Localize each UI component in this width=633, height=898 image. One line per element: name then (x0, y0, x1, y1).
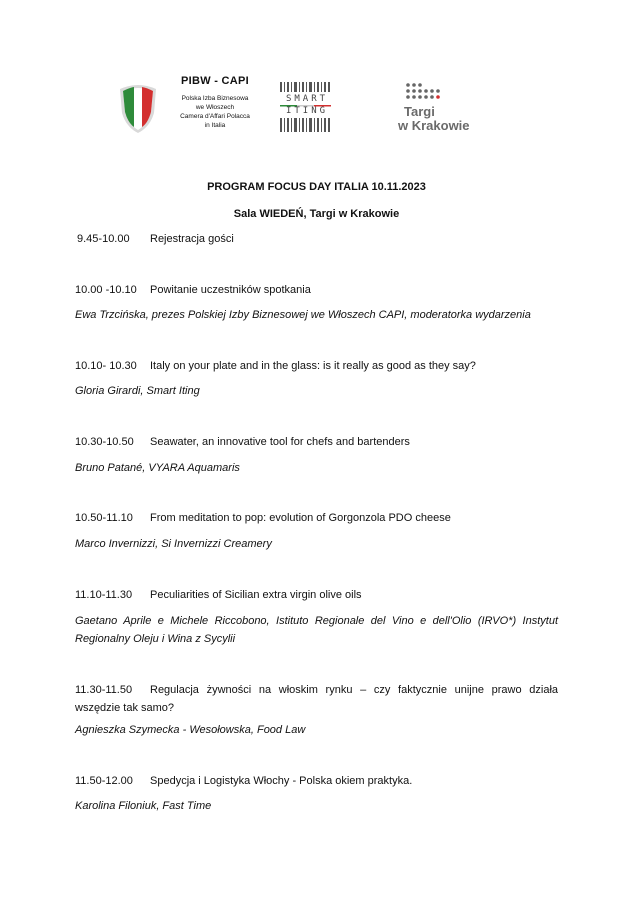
targi-w-krakowie-logo (396, 80, 476, 134)
item-topic: From meditation to pop: evolution of Gorgonzola PDO cheese (150, 512, 451, 524)
item-topic: Rejestracja gości (150, 233, 234, 245)
item-time: 10.10- 10.30 (75, 360, 137, 372)
pibw-capi-logo (117, 75, 267, 155)
program-title: PROGRAM FOCUS DAY ITALIA 10.11.2023 (207, 181, 426, 193)
iting-word: ITING (285, 106, 329, 116)
item-time: 11.30-11.50 (75, 684, 133, 696)
item-time: 11.10-11.30 (75, 589, 133, 601)
item-time: 9.45-10.00 (77, 233, 130, 245)
item-topic: Spedycja i Logistyka Włochy - Polska okiem praktyka. (150, 775, 413, 787)
schedule-item (77, 233, 234, 245)
schedule-item (75, 284, 311, 296)
targi-word: Targi (404, 104, 435, 119)
item-topic: Peculiarities of Sicilian extra virgin olive oils (150, 589, 362, 601)
schedule-item (75, 589, 362, 601)
italian-flag-shield-icon (117, 83, 159, 135)
item-time: 10.30-10.50 (75, 436, 134, 448)
item-time: 10.00 -10.10 (75, 284, 137, 296)
schedule-item (75, 512, 451, 524)
dot-grid-icon (406, 83, 442, 103)
schedule-item (75, 436, 410, 448)
item-speaker: Ewa Trzcińska, prezes Polskiej Izby Biznesowej we Włoszech CAPI, moderatorka wydarzenia (75, 309, 531, 321)
item-speaker: Gloria Girardi, Smart Iting (75, 385, 200, 397)
item-topic: Seawater, an innovative tool for chefs and bartenders (150, 436, 410, 448)
smart-iting-logo (278, 80, 334, 134)
item-topic: Regulacja żywności na włoskim rynku – czy faktycznie unijne prawo działa wszędzie tak samo? (75, 684, 558, 714)
item-speaker: Bruno Patané, VYARA Aquamaris (75, 462, 240, 474)
pibw-title: PIBW - CAPI (180, 75, 250, 87)
item-time: 10.50-11.10 (75, 512, 133, 524)
item-speaker: Karolina Filoniuk, Fast Time (75, 800, 212, 812)
smart-word: SMART (285, 94, 329, 104)
item-topic: Italy on your plate and in the glass: is it really as good as they say? (150, 360, 476, 372)
item-speaker: Marco Invernizzi, Si Invernizzi Creamery (75, 538, 272, 550)
krakowie-word: w Krakowie (398, 118, 470, 133)
venue-title: Sala WIEDEŃ, Targi w Krakowie (233, 208, 400, 220)
pibw-line: Camera d'Affari Polacca (180, 113, 250, 120)
pibw-line: we Włoszech (195, 104, 235, 111)
item-time: 11.50-12.00 (75, 775, 133, 787)
item-topic: Powitanie uczestników spotkania (150, 284, 311, 296)
item-speaker: Agnieszka Szymecka - Wesołowska, Food Law (75, 724, 306, 736)
pibw-line: Polska Izba Biznesowa (181, 95, 249, 102)
schedule-item (75, 681, 558, 717)
schedule-item (75, 775, 412, 787)
schedule-item (75, 360, 476, 372)
pibw-line: in Italia (204, 122, 226, 129)
item-speaker: Gaetano Aprile e Michele Riccobono, Istituto Regionale del Vino e dell'Olio (IRVO*) Instytut Regionalny Oleju i Wina z Sycylii (75, 615, 558, 645)
